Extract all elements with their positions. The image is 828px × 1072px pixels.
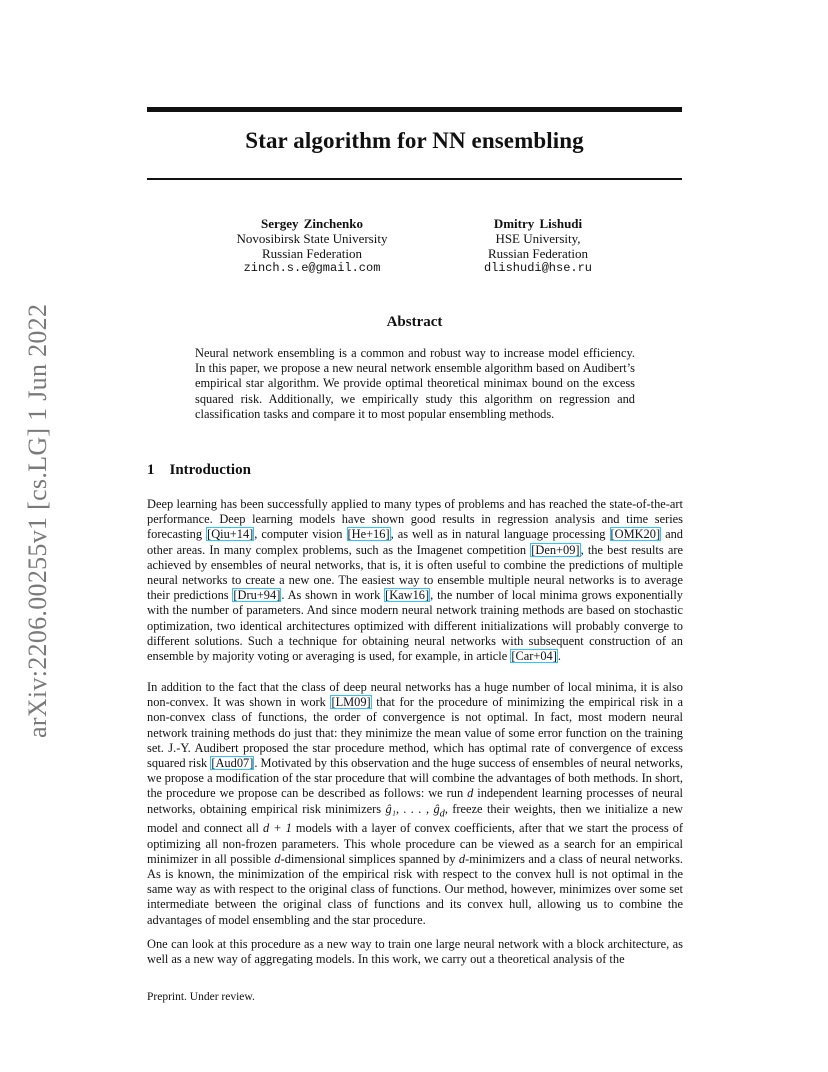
text-run: that for the procedure of minimizing the empirical risk in a non-convex class of functions, the order of convergence is not optimal. In fact, most modern neural network training methods do just that: they minimize the mean value of some error function on the training set. J.-Y. Audibert proposed the star procedure method, which has optimal rate of convergence of excess squared risk [147,695,683,771]
math-expression: d + 1 [262,821,292,836]
text-run: , as well as in natural language processing [390,527,610,542]
text-run: , the best results are achieved by ensembles of neural networks, that is, it is often useful to combine the predictions of multiple neural networks to create a new one. The easiest way to ensemble multiple neural networks is to average their predictions [147,542,683,603]
citation-link[interactable]: [He+16] [347,527,390,542]
math-symbol: d [274,851,281,866]
section-heading [147,462,251,479]
abstract-heading: Abstract [386,314,443,330]
citation-link[interactable]: [Kaw16] [385,588,430,603]
citation-link[interactable]: [OMK20] [610,527,661,542]
paragraph-1 [147,497,683,664]
text-run: -minimizers and a class of neural networks. As is known, the minimization of the empirical risk with respect to the convex hull is not optimal in the same way as with respect to the original class of functions. Our method, however, minimizes over some set intermediate between the original class of functions and its convex hull, allowing us to combine the advantages of model ensembling and the star procedure. [147,851,683,927]
text-run: , the number of local minima grows exponentially with the number of parameters. And since modern neural network training methods are based on stochastic optimization, two identical architectures optimized with different initializations will probably converge to different solutions. Such a technique for obtaining neural networks with subsequent construction of an ensemble by majority voting or averaging is used, for example, in article [147,588,683,664]
author-country: Russian Federation [261,246,362,261]
citation-link[interactable]: [Den+09] [531,542,580,557]
math-symbol: d [458,851,466,866]
author-block-2 [438,216,638,276]
paragraph-3: One can look at this procedure as a new way to train one large neural network with a block architecture, as well as a new way of aggregating models. In this work, we carry out a theoretical analysis of the [147,937,683,967]
title-rule [147,178,682,180]
footer-note: Preprint. Under review. [147,991,255,1003]
section-number: 1 [147,462,155,478]
math-symbol: d [467,786,474,801]
text-run: . As shown in work [281,588,385,603]
text-run: In addition to the fact that the class of deep neural networks has a huge number of local minima, it is also non-convex. It was shown in work [147,680,683,710]
top-rule [147,107,682,112]
citation-link[interactable]: [Car+04] [511,649,557,664]
citation-link[interactable]: [LM09] [331,695,371,710]
math-expression: ĝ₁, . . . , ĝ [385,801,440,816]
text-run: independent learning processes of neural networks, obtaining empirical risk minimizers [147,786,683,816]
citation-link[interactable]: [Qiu+14] [207,527,254,542]
author-affiliation: HSE University, [495,231,581,246]
text-run: Deep learning has been successfully applied to many types of problems and has reached the state-of-the-art performance. Deep learning models have shown good results in regression analysis and time series forecasting [147,497,683,542]
author-name: Sergey Zinchenko [260,216,364,231]
author-country: Russian Federation [487,246,588,261]
author-affiliation: Novosibirsk State University [236,231,388,246]
math-subscript: d [439,808,445,820]
arxiv-sidebar [18,295,58,738]
section-title: Introduction [169,462,251,478]
text-run: and other areas. In many complex problems, such as the Imagenet competition [147,527,683,557]
paper-title: Star algorithm for NN ensembling [245,128,584,153]
citation-link[interactable]: [Aud07] [211,756,254,771]
text-run: -dimensional simplices spanned by [280,851,459,866]
text-run: . Motivated by this observation and the huge success of ensembles of neural networks, we propose a modification of the star procedure that will combine the advantages of both methods. In short, the procedure we propose can be described as follows: we run [147,756,683,801]
arxiv-identifier: arXiv:2206.00255v1 [cs.LG] 1 Jun 2022 [23,303,52,738]
citation-link[interactable]: [Dru+94] [233,588,281,603]
author-email[interactable]: zinch.s.e@gmail.com [243,261,381,275]
abstract-text: Neural network ensembling is a common and robust way to increase model efficiency. In this paper, we propose a new neural network ensemble algorithm based on Audibert’s empirical star algorithm. We provide optimal theoretical minimax bound on the excess squared risk. Additionally, we empirically study this algorithm on regression and classification tasks and compare it to most popular ensembling methods. [195,346,635,421]
text-run: . [557,649,561,664]
text-run: , computer vision [254,527,347,542]
text-run: models with a layer of convex coefficients, after that we start the process of optimizing all non-frozen parameters. This whole procedure can be viewed as a search for an empirical minimizer in all possible [147,821,684,866]
author-name: Dmitry Lishudi [493,216,583,231]
text-run: , freeze their weights, then we initialize a new model and connect all [147,801,683,836]
paragraph-2 [147,680,683,928]
author-email[interactable]: dlishudi@hse.ru [483,261,593,275]
author-block-1 [212,216,412,276]
